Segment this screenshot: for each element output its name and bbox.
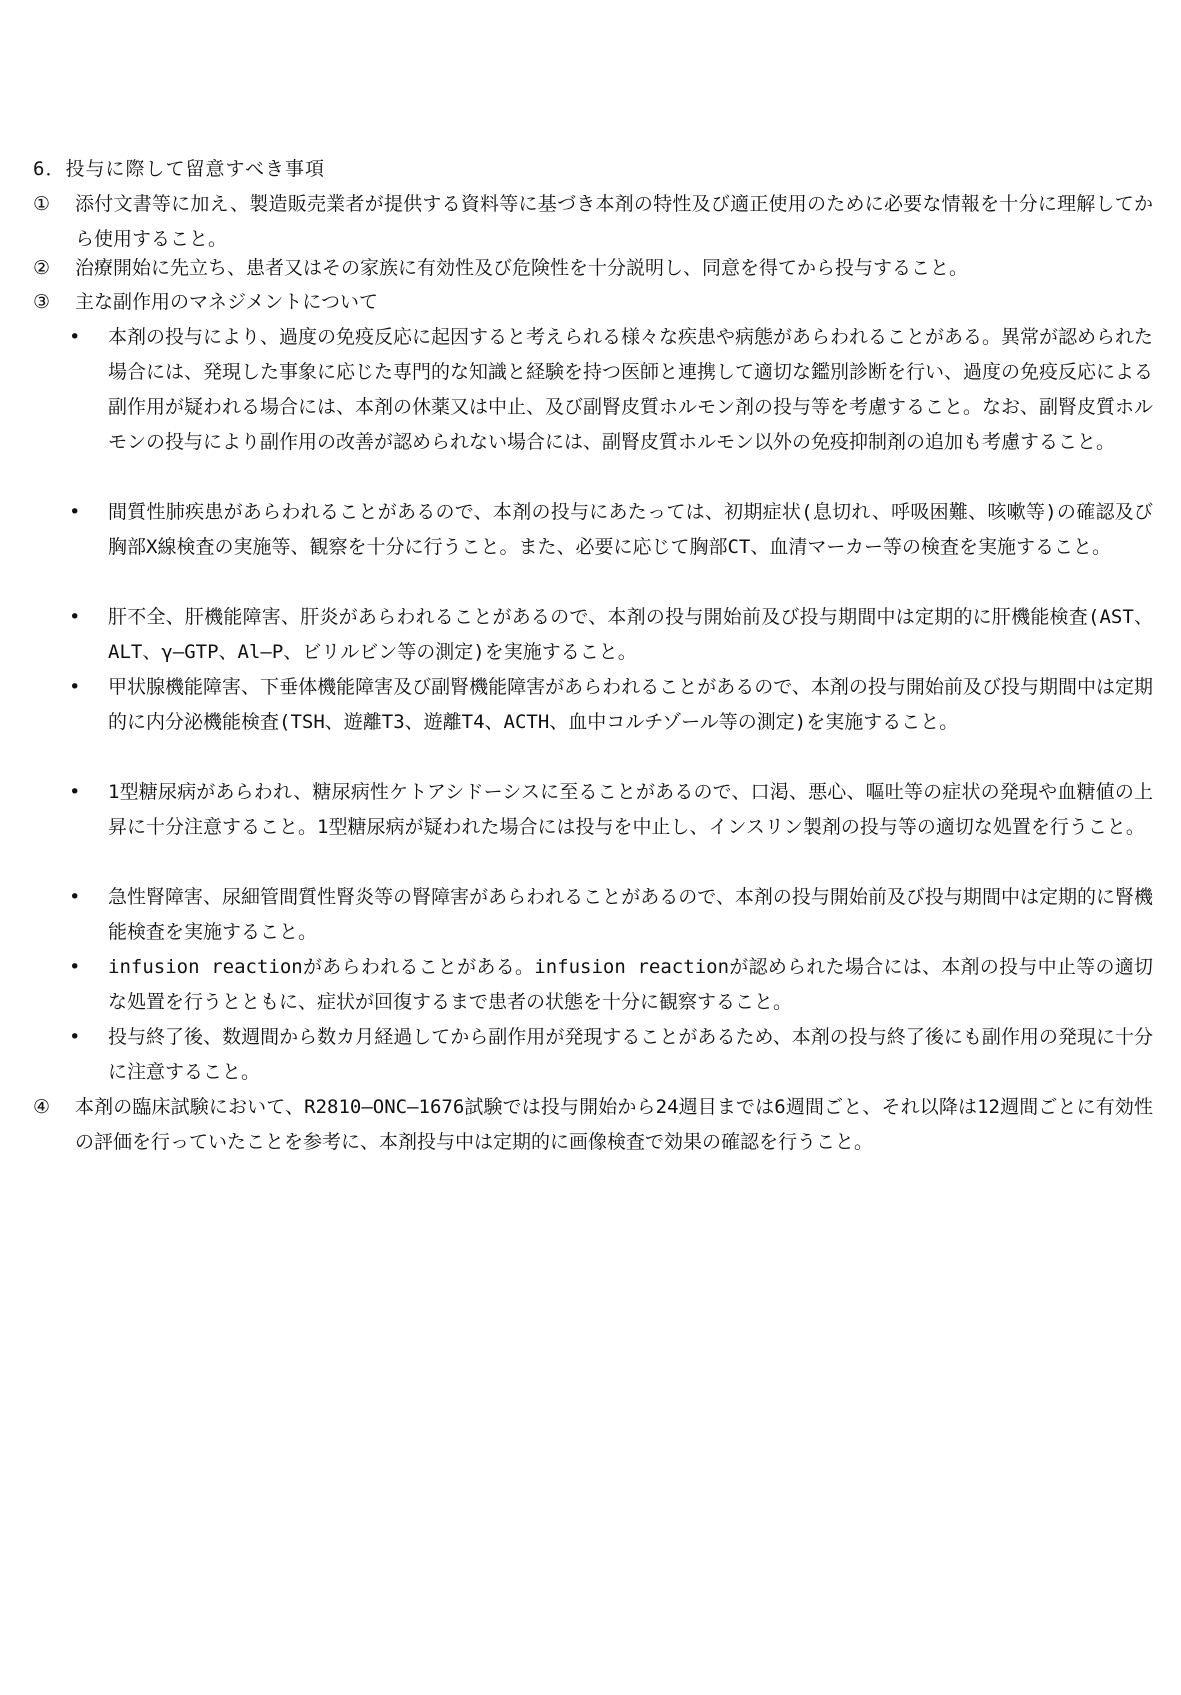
item-text: 主な副作用のマネジメントについて: [75, 291, 379, 313]
bullet-item: [68, 600, 1153, 670]
numbered-item: [33, 251, 1153, 286]
item-text: 添付文書等に加え、製造販売業者が提供する資料等に基づき本剤の特性及び適正使用のために必要な情報を十分に理解してから使用すること。: [75, 193, 1153, 250]
bullet-item: [68, 950, 1153, 1020]
bullet-text: 間質性肺疾患があらわれることがあるので、本剤の投与にあたっては、初期症状(息切れ、呼吸困難、咳嗽等)の確認及び胸部X線検査の実施等、観察を十分に行うこと。また、必要に応じて胸部CT、血清マーカー等の検査を実施すること。: [108, 501, 1153, 558]
bullet-dot-icon: •: [69, 326, 81, 348]
numbered-item: [33, 285, 1153, 320]
bullet-text: 甲状腺機能障害、下垂体機能障害及び副腎機能障害があらわれることがあるので、本剤の投与開始前及び投与期間中は定期的に内分泌機能検査(TSH、遊離T3、遊離T4、ACTH、血中コルチゾール等の測定)を実施すること。: [108, 676, 1153, 733]
section-heading: 6．投与に際して留意すべき事項: [33, 158, 326, 180]
bullet-item: [68, 670, 1153, 740]
bullet-text: 投与終了後、数週間から数カ月経過してから副作用が発現することがあるため、本剤の投与終了後にも副作用の発現に十分に注意すること。: [108, 1026, 1153, 1083]
bullet-dot-icon: •: [69, 606, 81, 628]
bullet-dot-icon: •: [69, 676, 81, 698]
item-marker: ②: [33, 257, 51, 279]
bullet-item: [68, 495, 1153, 565]
bullet-text: 急性腎障害、尿細管間質性腎炎等の腎障害があらわれることがあるので、本剤の投与開始前及び投与期間中は定期的に腎機能検査を実施すること。: [108, 886, 1153, 943]
bullet-item: [68, 880, 1153, 950]
bullet-item: [68, 775, 1153, 845]
bullet-dot-icon: •: [69, 886, 81, 908]
bullet-text: 肝不全、肝機能障害、肝炎があらわれることがあるので、本剤の投与開始前及び投与期間中は定期的に肝機能検査(AST、ALT、γ―GTP、Al―P、ビリルビン等の測定)を実施すること。: [108, 606, 1153, 663]
item-marker: ①: [33, 193, 51, 215]
bullet-text: infusion reactionがあらわれることがある。infusion reactionが認められた場合には、本剤の投与中止等の適切な処置を行うとともに、症状が回復するまで患者の状態を十分に観察すること。: [108, 956, 1153, 1013]
item-marker: ③: [33, 291, 51, 313]
item-text: 治療開始に先立ち、患者又はその家族に有効性及び危険性を十分説明し、同意を得てから投与すること。: [75, 257, 969, 279]
bullet-item: [68, 1020, 1153, 1090]
bullet-dot-icon: •: [69, 1026, 81, 1048]
bullet-dot-icon: •: [69, 956, 81, 978]
bullet-text: 本剤の投与により、過度の免疫反応に起因すると考えられる様々な疾患や病態があらわれることがある。異常が認められた場合には、発現した事象に応じた専門的な知識と経験を持つ医師と連携して適切な鑑別診断を行い、過度の免疫反応による副作用が疑われる場合には、本剤の休薬又は中止、及び副腎皮質ホルモン剤の投与等を考慮すること。なお、副腎皮質ホルモンの投与により副作用の改善が認められない場合には、副腎皮質ホルモン以外の免疫抑制剤の追加も考慮すること。: [108, 326, 1154, 453]
bullet-item: [68, 320, 1153, 460]
bullet-dot-icon: •: [69, 501, 81, 523]
item-marker: ④: [33, 1096, 51, 1118]
numbered-item: [33, 187, 1153, 257]
bullet-dot-icon: •: [69, 781, 81, 803]
numbered-item: [33, 1090, 1153, 1160]
bullet-text: 1型糖尿病があらわれ、糖尿病性ケトアシドーシスに至ることがあるので、口渇、悪心、嘔吐等の症状の発現や血糖値の上昇に十分注意すること。1型糖尿病が疑われた場合には投与を中止し、インスリン製剤の投与等の適切な処置を行うこと。: [108, 781, 1153, 838]
item-text: 本剤の臨床試験において、R2810―ONC―1676試験では投与開始から24週目までは6週間ごと、それ以降は12週間ごとに有効性の評価を行っていたことを参考に、本剤投与中は定期的に画像検査で効果の確認を行うこと。: [75, 1096, 1153, 1153]
